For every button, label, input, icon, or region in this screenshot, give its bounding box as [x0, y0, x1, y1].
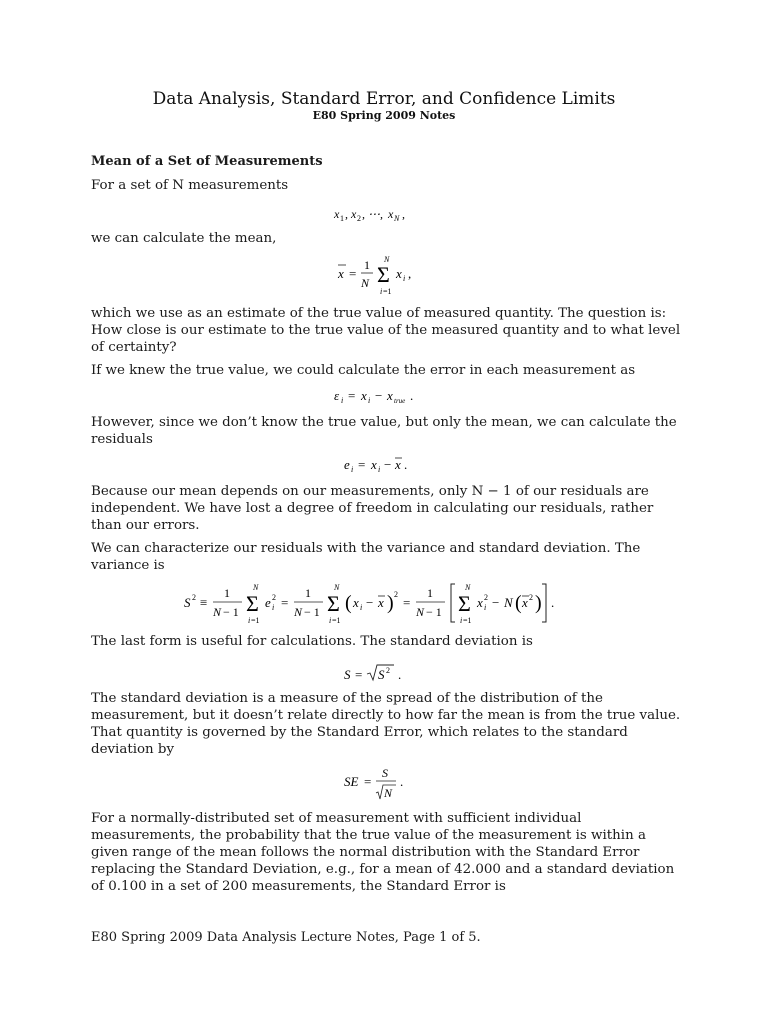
- svg-text:(: (: [345, 592, 352, 614]
- svg-text:− 1: − 1: [304, 605, 320, 619]
- svg-text:S: S: [344, 667, 351, 682]
- svg-text:N: N: [253, 583, 259, 592]
- svg-text:S: S: [184, 595, 191, 610]
- svg-text:i: i: [329, 616, 332, 625]
- svg-text:x: x: [396, 266, 402, 281]
- svg-text:x: x: [378, 595, 384, 610]
- svg-text:i: i: [403, 274, 406, 283]
- svg-text:SE: SE: [344, 774, 359, 789]
- svg-text:=: =: [355, 667, 363, 682]
- svg-text:=: =: [358, 457, 366, 472]
- svg-text:x: x: [395, 457, 401, 472]
- svg-text:⋯,: ⋯,: [368, 207, 383, 221]
- svg-text:x: x: [522, 595, 528, 610]
- svg-text:.: .: [400, 774, 404, 789]
- svg-text:=1: =1: [383, 287, 392, 296]
- svg-text:.: .: [410, 388, 414, 403]
- svg-text:− 1: − 1: [426, 605, 442, 619]
- svg-text:): ): [535, 592, 542, 614]
- svg-text:ε: ε: [334, 388, 340, 403]
- svg-text:.: .: [404, 457, 408, 472]
- svg-text:,: ,: [345, 207, 348, 221]
- svg-text:i: i: [360, 603, 363, 612]
- svg-text:≡: ≡: [200, 595, 208, 610]
- svg-text:N: N: [504, 595, 513, 610]
- svg-text:x: x: [351, 207, 357, 221]
- svg-text:−: −: [375, 388, 383, 403]
- svg-text:1: 1: [340, 214, 344, 223]
- svg-text:i: i: [460, 616, 463, 625]
- svg-text:Σ: Σ: [458, 591, 471, 616]
- svg-text:i: i: [248, 616, 251, 625]
- svg-text:N: N: [294, 605, 303, 619]
- svg-text:2: 2: [394, 590, 398, 599]
- svg-text:i: i: [484, 603, 487, 612]
- svg-text:−: −: [366, 595, 374, 610]
- paragraph-5: However, since we don’t know the true value, but only the mean, we can calculate the residuals: [91, 415, 677, 447]
- svg-text:,: ,: [408, 266, 412, 281]
- svg-text:2: 2: [484, 593, 488, 602]
- paragraph-2: we can calculate the mean,: [91, 231, 277, 246]
- svg-text:=1: =1: [251, 616, 260, 625]
- paragraph-8: The last form is useful for calculations. The standard deviation is: [91, 634, 533, 649]
- svg-text:−: −: [492, 595, 500, 610]
- paragraph-3: which we use as an estimate of the true value of measured quantity. The question is: How close is our estimate to the true value of the measured quantity and to what level of certainty?: [91, 306, 681, 355]
- svg-text:x: x: [353, 595, 359, 610]
- document-subtitle: E80 Spring 2009 Notes: [312, 109, 456, 122]
- svg-text:x: x: [371, 457, 377, 472]
- svg-text:true: true: [394, 397, 406, 405]
- svg-text:(: (: [515, 592, 522, 614]
- document-title: Data Analysis, Standard Error, and Confidence Limits: [152, 89, 616, 109]
- equation-residual: [0, 455, 768, 475]
- svg-text:2: 2: [529, 593, 533, 602]
- svg-text:i: i: [378, 465, 381, 474]
- svg-text:1: 1: [305, 586, 311, 600]
- svg-text:=: =: [403, 595, 411, 610]
- svg-text:N: N: [416, 605, 425, 619]
- svg-text:): ): [387, 592, 394, 614]
- paragraph-4: If we knew the true value, we could calculate the error in each measurement as: [91, 363, 636, 378]
- svg-text:S: S: [378, 667, 385, 682]
- paragraph-10: For a normally-distributed set of measurement with sufficient individual measurements, the probability that the true value of the measurement is within a given range of the mean follows the normal distribution with the Standard Error replacing the Standard Deviation, e.g., for a mean of 42.000 and a standard deviation of 0.100 in a set of 200 measurements, the Standard Error is: [91, 811, 675, 894]
- svg-text:i: i: [380, 287, 383, 296]
- svg-text:Σ: Σ: [327, 591, 340, 616]
- svg-text:e: e: [265, 595, 271, 610]
- svg-text:x: x: [361, 388, 367, 403]
- svg-text:i: i: [272, 603, 275, 612]
- equation-mean: [0, 252, 768, 298]
- svg-text:x: x: [334, 207, 340, 221]
- section-heading: Mean of a Set of Measurements: [91, 154, 323, 169]
- svg-text:x: x: [338, 266, 344, 281]
- svg-text:S: S: [382, 766, 388, 780]
- paragraph-7: We can characterize our residuals with the variance and standard deviation. The variance is: [91, 541, 641, 573]
- svg-text:i: i: [368, 396, 371, 405]
- svg-text:i: i: [341, 396, 344, 405]
- svg-text:1: 1: [364, 258, 370, 272]
- svg-text:x: x: [477, 595, 483, 610]
- svg-text:2: 2: [386, 666, 390, 675]
- svg-text:2: 2: [272, 593, 276, 602]
- svg-text:i: i: [351, 465, 354, 474]
- svg-text:,: ,: [402, 207, 405, 221]
- svg-text:e: e: [344, 457, 350, 472]
- svg-text:1: 1: [224, 586, 230, 600]
- equation-error: [0, 386, 768, 406]
- svg-text:x: x: [388, 207, 394, 221]
- svg-text:=1: =1: [332, 616, 341, 625]
- svg-text:2: 2: [357, 214, 361, 223]
- paragraph-9: The standard deviation is a measure of the spread of the distribution of the measurement, but it doesn’t relate directly to how far the mean is from the true value. That quantity is governed by the Standard Error, which relates to the standard deviation by: [91, 691, 681, 757]
- svg-text:N: N: [361, 276, 370, 290]
- svg-text:,: ,: [362, 207, 365, 221]
- page-footer: E80 Spring 2009 Data Analysis Lecture Notes, Page 1 of 5.: [91, 930, 481, 945]
- svg-text:N: N: [394, 214, 400, 223]
- svg-text:=1: =1: [463, 616, 472, 625]
- svg-text:=: =: [349, 266, 357, 281]
- svg-text:=: =: [364, 774, 372, 789]
- svg-text:.: .: [398, 667, 402, 682]
- svg-text:N: N: [334, 583, 340, 592]
- svg-text:x: x: [387, 388, 393, 403]
- svg-text:N: N: [384, 255, 390, 264]
- svg-text:Σ: Σ: [246, 591, 259, 616]
- svg-text:=: =: [348, 388, 356, 403]
- paragraph-6: Because our mean depends on our measurements, only N − 1 of our residuals are independent. We have lost a degree of freedom in calculating our residuals, rather than our errors.: [91, 484, 654, 533]
- svg-text:Σ: Σ: [377, 262, 390, 287]
- svg-text:2: 2: [192, 593, 196, 602]
- svg-text:− 1: − 1: [223, 605, 239, 619]
- svg-text:=: =: [281, 595, 289, 610]
- svg-text:.: .: [551, 595, 555, 610]
- svg-text:1: 1: [427, 586, 433, 600]
- equation-std-dev: [0, 662, 768, 684]
- svg-text:−: −: [384, 457, 392, 472]
- svg-text:N: N: [213, 605, 222, 619]
- svg-text:N: N: [465, 583, 471, 592]
- paragraph-1: For a set of N measurements: [91, 178, 289, 193]
- equation-std-error: [0, 764, 768, 804]
- equation-variance: [0, 580, 768, 626]
- equation-measurements: [0, 204, 768, 224]
- svg-text:N: N: [384, 786, 393, 800]
